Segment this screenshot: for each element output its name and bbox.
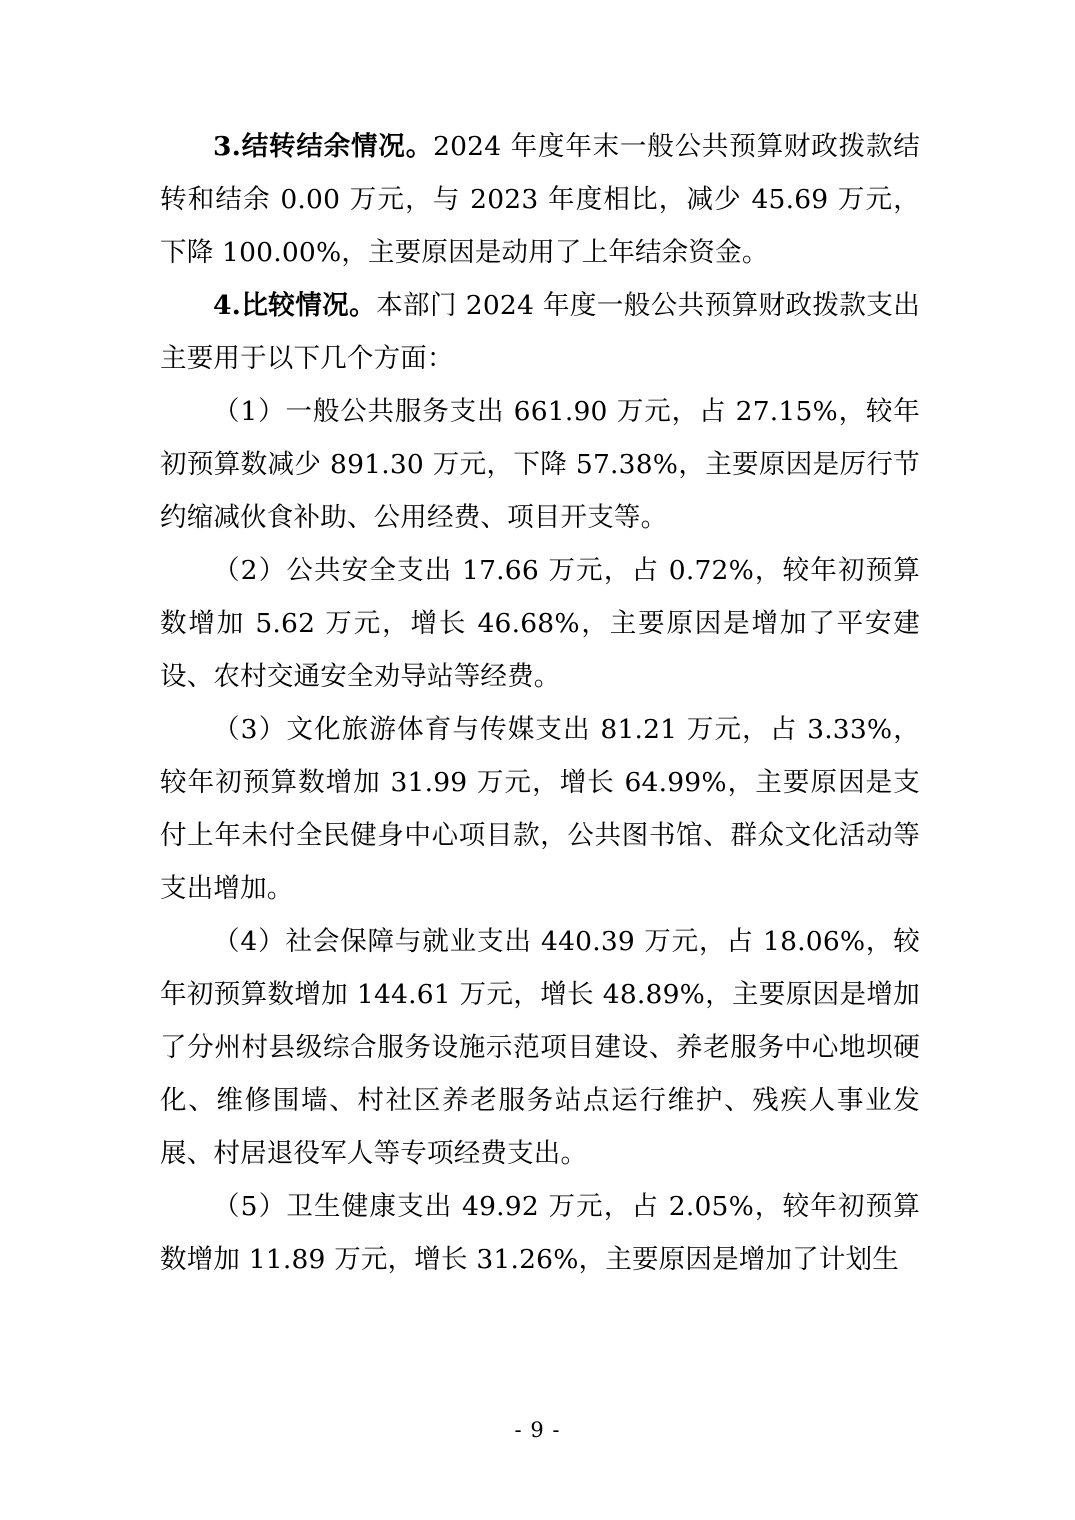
paragraph-item-5 [160,1180,920,1286]
paragraph-comparison [160,279,920,385]
paragraph-body-item-2: （2）公共安全支出 17.66 万元，占 0.72%，较年初预算数增加 5.62 万元，增长 46.68%，主要原因是增加了平安建设、农村交通安全劝导站等经费。 [160,555,920,692]
paragraph-body-item-1: （1）一般公共服务支出 661.90 万元，占 27.15%，较年初预算数减少 891.30 万元，下降 57.38%，主要原因是厉行节约缩减伙食补助、公用经费、项目开支等。 [160,396,920,533]
paragraph-body-item-4: （4）社会保障与就业支出 440.39 万元，占 18.06%，较年初预算数增加 144.61 万元，增长 48.89%，主要原因是增加了分州村县级综合服务设施示范项目建设、养老服务中心地坝硬化、维修围墙、村社区养老服务站点运行维护、残疾人事业发展、村居退役军人等专项经费支出。 [160,926,920,1169]
paragraph-body-comparison: 本部门 2024 年度一般公共预算财政拨款支出主要用于以下几个方面： [160,290,920,374]
paragraph-item-4 [160,915,920,1180]
paragraph-item-2 [160,544,920,703]
paragraph-lead-carryover: 3.结转结余情况。 [213,131,434,162]
paragraph-carryover [160,120,920,279]
page-number: - 9 - [514,1418,561,1442]
page-content [160,120,920,1286]
paragraph-lead-comparison: 4.比较情况。 [213,290,377,321]
paragraph-item-3 [160,703,920,915]
paragraph-body-item-3: （3）文化旅游体育与传媒支出 81.21 万元，占 3.33%，较年初预算数增加 31.99 万元，增长 64.99%，主要原因是支付上年未付全民健身中心项目款，公共图书馆、群众文化活动等支出增加。 [160,714,920,904]
paragraph-body-item-5: （5）卫生健康支出 49.92 万元，占 2.05%，较年初预算数增加 11.89 万元，增长 31.26%，主要原因是增加了计划生 [160,1191,920,1275]
paragraph-body-carryover: 2024 年度年末一般公共预算财政拨款结转和结余 0.00 万元，与 2023 年度相比，减少 45.69 万元，下降 100.00%，主要原因是动用了上年结余资金。 [160,131,920,268]
paragraph-item-1 [160,385,920,544]
